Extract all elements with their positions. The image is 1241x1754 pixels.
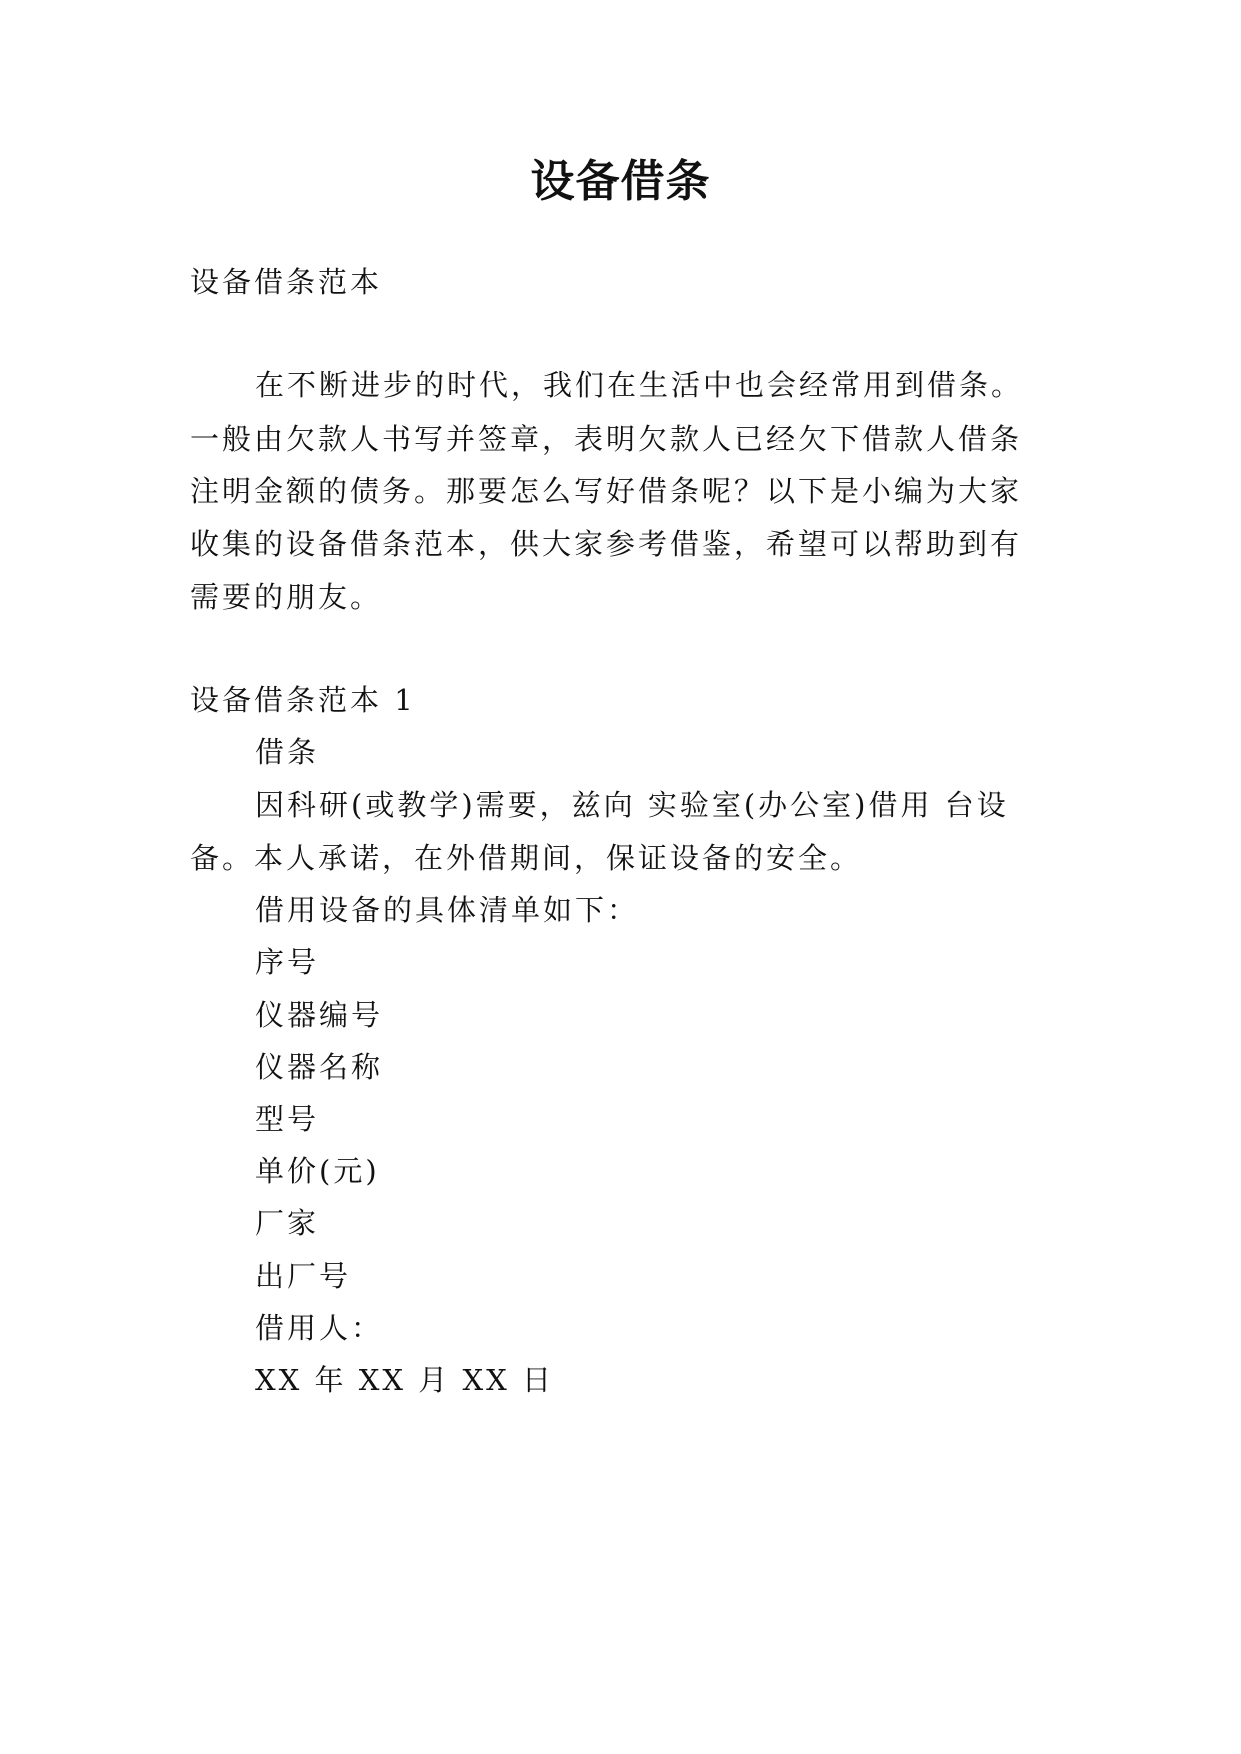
note-body-line-2: 备。本人承诺，在外借期间，保证设备的安全。 (190, 841, 863, 875)
date-line: XX 年 XX 月 XX 日 (255, 1363, 554, 1397)
borrower-label: 借用人： (255, 1311, 384, 1345)
note-body-line-1: 因科研(或教学)需要，兹向 实验室(办公室)借用 台设 (255, 788, 1009, 822)
intro-line-5: 需要的朋友。 (190, 580, 383, 614)
intro-line-1: 在不断进步的时代，我们在生活中也会经常用到借条。 (255, 368, 1024, 402)
list-field: 厂家 (255, 1206, 320, 1240)
note-title: 借条 (255, 735, 320, 769)
document-title: 设备借条 (530, 156, 711, 207)
list-field: 出厂号 (255, 1259, 352, 1293)
list-intro: 借用设备的具体清单如下： (255, 893, 640, 927)
list-field: 序号 (255, 945, 320, 979)
intro-line-3: 注明金额的债务。那要怎么写好借条呢？以下是小编为大家 (190, 474, 1023, 508)
document-subtitle: 设备借条范本 (190, 265, 383, 299)
intro-line-2: 一般由欠款人书写并签章，表明欠款人已经欠下借款人借条 (190, 422, 1023, 456)
list-field: 型号 (255, 1102, 320, 1136)
intro-line-4: 收集的设备借条范本，供大家参考借鉴，希望可以帮助到有 (190, 527, 1023, 561)
list-field: 仪器名称 (255, 1050, 384, 1084)
list-field: 单价(元) (255, 1154, 380, 1188)
list-field: 仪器编号 (255, 998, 384, 1032)
section-heading: 设备借条范本 1 (190, 683, 416, 717)
